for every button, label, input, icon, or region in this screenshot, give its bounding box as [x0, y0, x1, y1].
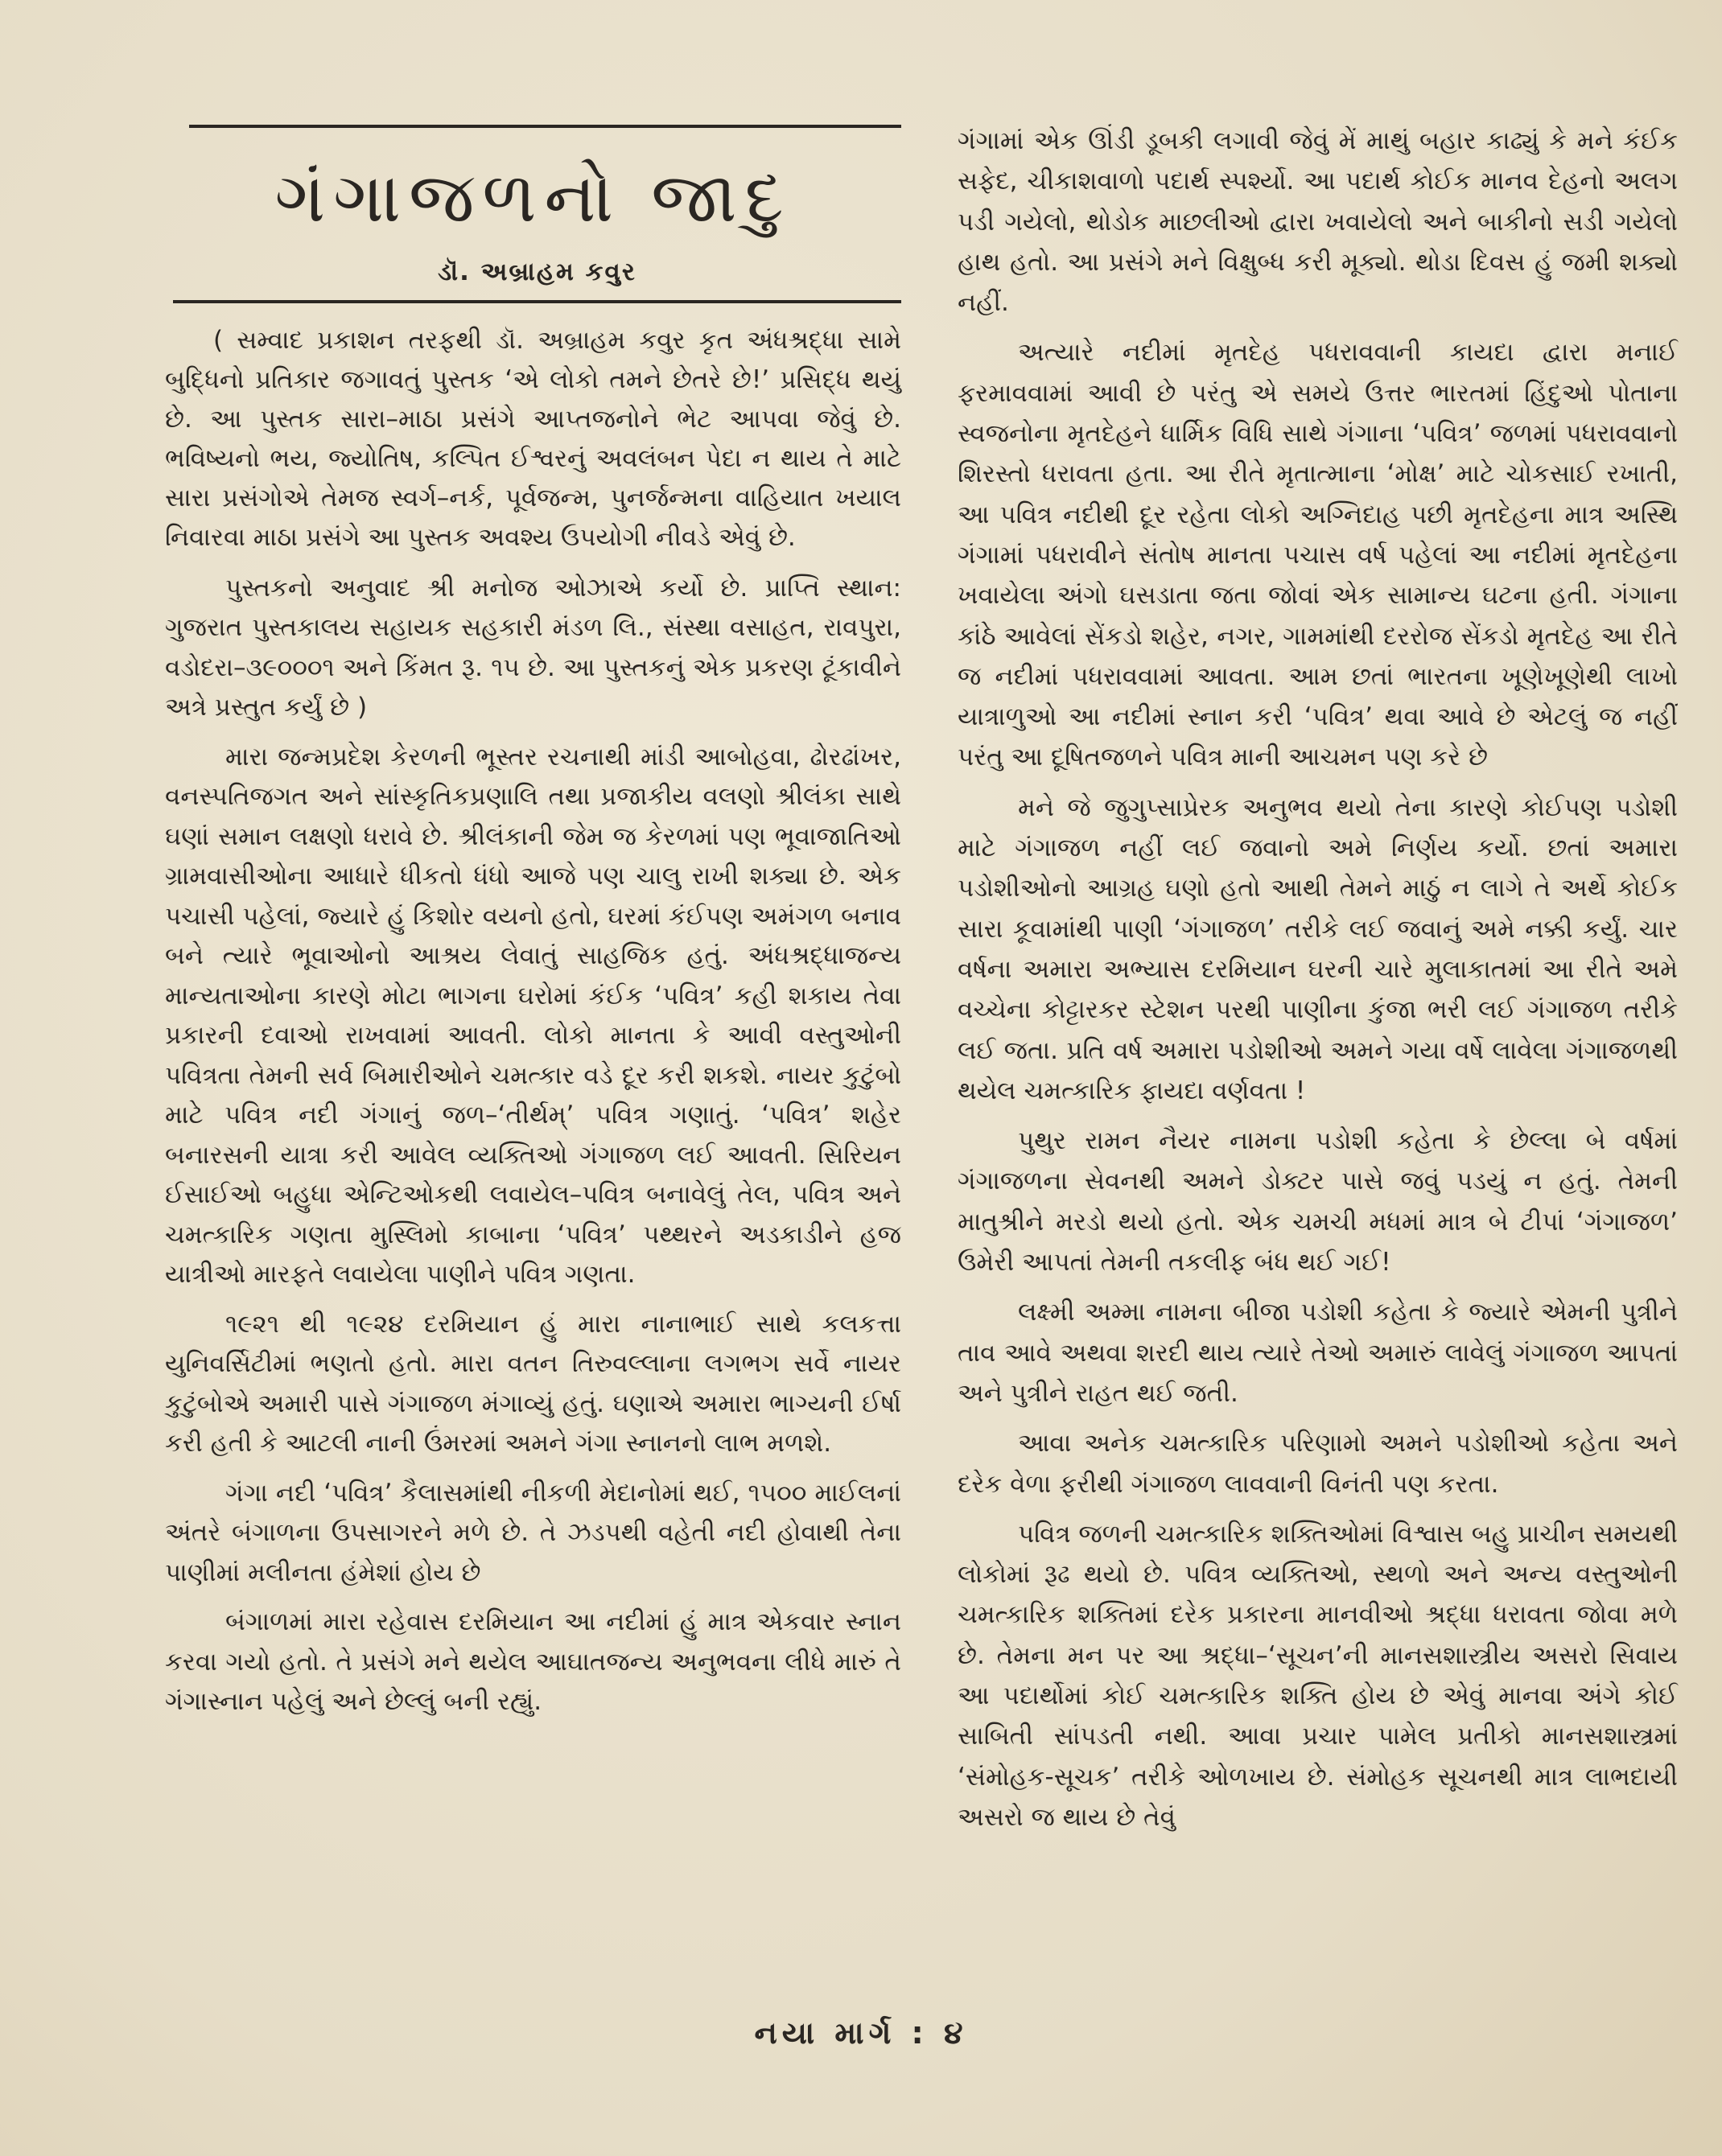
- title-top-rule: [189, 125, 901, 128]
- paragraph: પુથુર રામન નૈયર નામના પડોશી કહેતા કે છેલ્લા બે વર્ષમાં ગંગાજળના સેવનથી અમને ડોક્ટર પાસે જવું પડયું ન હતું. તેમની માતુશ્રીને મરડો થયો હતો. એક ચમચી મધમાં માત્ર બે ટીપાં ‘ગંગાજળ’ ઉમેરી આપતાં તેમની તકલીફ બંધ થઈ ગઈ!: [958, 1126, 1678, 1278]
- paragraph: મારા જન્મપ્રદેશ કેરળની ભૂસ્તર રચનાથી માંડી આબોહવા, ઢોરઢાંખર, વનસ્પતિજગત અને સાંસ્કૃતિકપ્રણાલિ તથા પ્રજાકીય વલણો શ્રીલંકા સાથે ઘણાં સમાન લક્ષણો ધરાવે છે. શ્રીલંકાની જેમ જ કેરળમાં પણ ભૂવાજાતિઓ ગ્રામવાસીઓના આધારે ધીકતો ધંધો આજે પણ ચાલુ રાખી શક્યા છે. એક પચાસી પહેલાં, જ્યારે હું કિશોર વયનો હતો, ઘરમાં કંઈપણ અમંગળ બનાવ બને ત્યારે ભૂવાઓનો આશ્રય લેવાતું સાહજિક હતું. અંધશ્રદ્ધાજન્ય માન્યતાઓના કારણે મોટા ભાગના ઘરોમાં કંઈક ‘પવિત્ર’ કહી શકાય તેવા પ્રકારની દવાઓ રાખવામાં આવતી. લોકો માનતા કે આવી વસ્તુઓની પવિત્રતા તેમની સર્વ બિમારીઓને ચમત્કાર વડે દૂર કરી શકશે. નાયર કુટુંબો માટે પવિત્ર નદી ગંગાનું જળ–‘તીર્થમ્’ પવિત્ર ગણાતું. ‘પવિત્ર’ શહેર બનારસની યાત્રા કરી આવેલ વ્યક્તિઓ ગંગાજળ લઈ આવતી. સિરિયન ઈસાઈઓ બહુધા એન્ટિઓકથી લવાયેલ–પવિત્ર બનાવેલું તેલ, પવિત્ર અને ચમત્કારિક ગણતા મુસ્લિમો કાબાના ‘પવિત્ર’ પથ્થરને અડકાડીને હજ યાત્રીઓ મારફતે લવાયેલા પાણીને પવિત્ર ગણતા.: [165, 742, 901, 1290]
- paragraph: મને જે જુગુપ્સાપ્રેરક અનુભવ થયો તેના કારણે કોઈપણ પડોશી માટે ગંગાજળ નહીં લઈ જવાનો અમે નિર્ણય કર્યો. છતાં અમારા પડોશીઓનો આગ્રહ ઘણો હતો આથી તેમને માઠું ન લાગે તે અર્થે કોઈક સારા કૂવામાંથી પાણી ‘ગંગાજળ’ તરીકે લઈ જવાનું અમે નક્કી કર્યું. ચાર વર્ષના અમારા અભ્યાસ દરમિયાન ઘરની ચારે મુલાકાતમાં આ રીતે અમે વચ્ચેના કોટ્ટારકર સ્ટેશન પરથી પાણીના કુંજા ભરી લઈ ગંગાજળ તરીકે લઈ જતા. પ્રતિ વર્ષ અમારા પડોશીઓ અમને ગયા વર્ષે લાવેલા ગંગાજળથી થયેલ ચમત્કારિક ફાયદા વર્ણવતા !: [958, 792, 1678, 1105]
- paragraph: લક્ષ્મી અમ્મા નામના બીજા પડોશી કહેતા કે જ્યારે એમની પુત્રીને તાવ આવે અથવા શરદી થાય ત્યારે તેઓ અમારું લાવેલું ગંગાજળ આપતાં અને પુત્રીને રાહત થઈ જતી.: [958, 1298, 1678, 1408]
- paragraph: પવિત્ર જળની ચમત્કારિક શક્તિઓમાં વિશ્વાસ બહુ પ્રાચીન સમયથી લોકોમાં રૂઢ થયો છે. પવિત્ર વ્યક્તિઓ, સ્થળો અને અન્ય વસ્તુઓની ચમત્કારિક શક્તિમાં દરેક પ્રકારના માનવીઓ શ્રદ્ધા ધરાવતા જોવા મળે છે. તેમના મન પર આ શ્રદ્ધા–‘સૂચન’ની માનસશાસ્ત્રીય અસરો સિવાય આ પદાર્થોમાં કોઈ ચમત્કારિક શક્તિ હોય છે એવું માનવા અંગે કોઈ સાબિતી સાંપડતી નથી. આવા પ્રચાર પામેલ પ્રતીકો માનસશાસ્ત્રમાં ‘સંમોહક-સૂચક’ તરીકે ઓળખાય છે. સંમોહક સૂચનથી માત્ર લાભદાયી અસરો જ થાય છે તેવું: [958, 1519, 1678, 1832]
- paragraph: ૧૯૨૧ થી ૧૯૨૪ દરમિયાન હું મારા નાનાભાઈ સાથે કલકત્તા યુનિવર્સિટીમાં ભણતો હતો. મારા વતન તિરુવલ્લાના લગભગ સર્વે નાયર કુટુંબોએ અમારી પાસે ગંગાજળ મંગાવ્યું હતું. ઘણાએ અમારા ભાગ્યની ઈર્ષા કરી હતી કે આટલી નાની ઉંમરમાં અમને ગંગા સ્નાનનો લાભ મળશે.: [165, 1309, 901, 1459]
- intro-note: ( સમ્વાદ પ્રકાશન તરફથી ડૉ. અબ્રાહમ કવુર કૃત અંધશ્રદ્ધા સામે બુદ્ધિનો પ્રતિકાર જગાવતું પુસ્તક ‘એ લોકો તમને છેતરે છે!’ પ્રસિદ્ધ થયું છે. આ પુસ્તક સારા–માઠા પ્રસંગે આપ્તજનોને ભેટ આપવા જેવું છે. ભવિષ્યનો ભય, જ્યોતિષ, કલ્પિત ઈશ્વરનું અવલંબન પેદા ન થાય તે માટે સારા પ્રસંગોએ તેમજ સ્વર્ગ–નર્ક, પૂર્વજન્મ, પુનર્જન્મના વાહિયાત ખયાલ નિવારવા માઠા પ્રસંગે આ પુસ્તક અવશ્ય ઉપયોગી નીવડે એવું છે.: [165, 325, 901, 552]
- article-title: ગંગાજળનો જાદુ: [274, 158, 792, 238]
- right-column: [958, 121, 1678, 1847]
- paragraph: બંગાળમાં મારા રહેવાસ દરમિયાન આ નદીમાં હું માત્ર એકવાર સ્નાન કરવા ગયો હતો. તે પ્રસંગે મને થયેલ આઘાતજન્ય અનુભવના લીધે મારું તે ગંગાસ્નાન પહેલું અને છેલ્લું બની રહ્યું.: [165, 1607, 901, 1717]
- paragraph: ગંગા નદી ‘પવિત્ર’ કૈલાસમાંથી નીકળી મેદાનોમાં થઈ, ૧૫૦૦ માઈલનાં અંતરે બંગાળના ઉપસાગરને મળે છે. તે ઝડપથી વહેતી નદી હોવાથી તેના પાણીમાં મલીનતા હંમેશાં હોય છે: [165, 1478, 901, 1587]
- paragraph: આવા અનેક ચમત્કારિક પરિણામો અમને પડોશીઓ કહેતા અને દરેક વેળા ફરીથી ગંગાજળ લાવવાની વિનંતી પણ કરતા.: [958, 1429, 1678, 1499]
- article-author: ડૉ. અબ્રાહમ કવુર: [173, 257, 901, 303]
- paragraph: ગંગામાં એક ઊંડી ડૂબકી લગાવી જેવું મેં માથું બહાર કાઢ્યું કે મને કંઈક સફેદ, ચીકાશવાળો પદાર્થ સ્પર્શ્યો. આ પદાર્થ કોઈક માનવ દેહનો અલગ પડી ગયેલો, થોડોક માછલીઓ દ્વારા ખવાયેલો અને બાકીનો સડી ગયેલો હાથ હતો. આ પ્રસંગે મને વિક્ષુબ્ધ કરી મૂક્યો. થોડા દિવસ હું જમી શક્યો નહીં.: [958, 126, 1678, 318]
- intro-note-source: પુસ્તકનો અનુવાદ શ્રી મનોજ ઓઝાએ કર્યો છે. પ્રાપ્તિ સ્થાન: ગુજરાત પુસ્તકાલય સહાયક સહકારી મંડળ લિ., સંસ્થા વસાહત, રાવપુરા, વડોદરા–૩૯૦૦૦૧ અને કિંમત રૂ. ૧૫ છે. આ પુસ્તકનું એક પ્રકરણ ટૂંકાવીને અત્રે પ્રસ્તુત કર્યું છે ): [165, 573, 901, 722]
- page-footer: નયા માર્ગ : ૪: [754, 2015, 968, 2051]
- left-column: [165, 121, 901, 1732]
- paragraph: અત્યારે નદીમાં મૃતદેહ પધરાવવાની કાયદા દ્વારા મનાઈ ફરમાવવામાં આવી છે પરંતુ એ સમયે ઉત્તર ભારતમાં હિંદુઓ પોતાના સ્વજનોના મૃતદેહને ધાર્મિક વિધિ સાથે ગંગાના ‘પવિત્ર’ જળમાં પધરાવવાનો શિરસ્તો ધરાવતા હતા. આ રીતે મૃતાત્માના ‘મોક્ષ’ માટે ચોકસાઈ રખાતી, આ પવિત્ર નદીથી દૂર રહેતા લોકો અગ્નિદાહ પછી મૃતદેહના માત્ર અસ્થિ ગંગામાં પધરાવીને સંતોષ માનતા પચાસ વર્ષ પહેલાં આ નદીમાં મૃતદેહના ખવાયેલા અંગો ઘસડાતા જતા જોવાં એક સામાન્ય ઘટના હતી. ગંગાના કાંઠે આવેલાં સેંકડો શહેર, નગર, ગામમાંથી દરરોજ સેંકડો મૃતદેહ આ રીતે જ નદીમાં પધરાવવામાં આવતા. આમ છતાં ભારતના ખૂણેખૂણેથી લાખો યાત્રાળુઓ આ નદીમાં સ્નાન કરી ‘પવિત્ર’ થવા આવે છે એટલું જ નહીં પરંતુ આ દૂષિતજળને પવિત્ર માની આચમન પણ કરે છે: [958, 338, 1678, 772]
